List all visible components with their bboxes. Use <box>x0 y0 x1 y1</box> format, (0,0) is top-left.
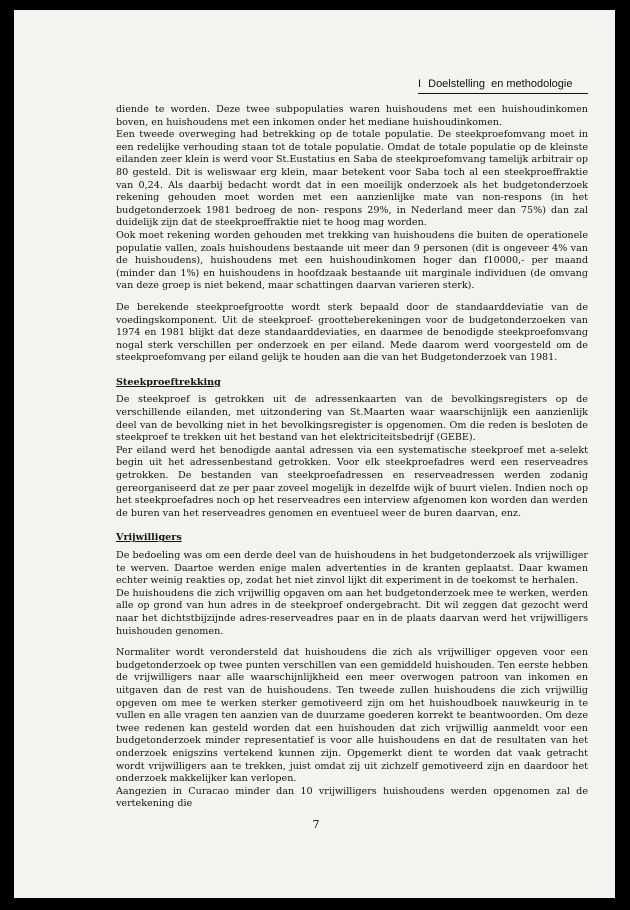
body-text <box>116 104 588 811</box>
paragraph: Een tweede overweging had betrekking op de totale populatie. De steekproefomvang moet in een redelijke verhouding staan tot de totale populatie. Omdat de totale populatie op de kleinste eilanden zeer klein is werd voor St.Eustatius en Saba de steekproefomvang tamelijk arbitrair op 80 gesteld. Dit is weliswaar erg klein, maar betekent voor Saba toch al een steekproeffraktie van 0,24. Als daarbij bedacht wordt dat in een moeilijk onderzoek als het budgetonderzoek rekening gehouden moet worden met een aanzienlijke mate van non-respons (in het budgetonderzoek 1981 bedroeg de non- respons 29%, in Nederland meer dan 75%) dan zal duidelijk zijn dat de steekproeffraktie niet te hoog mag worden. <box>116 129 588 229</box>
paragraph: diende te worden. Deze twee subpopulaties waren huishoudens met een huishoudinkomen boven, en huishoudens met een inkomen onder het mediane huishoudinkomen. <box>116 104 588 128</box>
paragraph: De huishoudens die zich vrijwillig opgaven om aan het budgetonderzoek mee te werken, werden alle op grond van hun adres in de steekproef ondergebracht. Dit wil zeggen dat gezocht werd naar het dichtstbijzijnde adres-reserveadres paar en in de plaats daarvan werd het vrijwilligers huishouden genomen. <box>116 587 588 637</box>
paragraph: Aangezien in Curacao minder dan 10 vrijwilligers huishoudens werden opgenomen zal de vertekening die <box>116 785 588 810</box>
running-header <box>418 78 588 94</box>
paragraph: Normaliter wordt verondersteld dat huishoudens die zich als vrijwilliger opgeven voor een budgetonderzoek op twee punten verschillen van een gemiddeld huishouden. Ten eerste hebben de vrijwilligers naar alle waarschijnlijkheid een meer overwogen patroon van inkomen en uitgaven dan de rest van de huishoudens. Ten tweede zullen huishoudens die zich vrijwillig opgeven om mee te werken sterker gemotiveerd zijn om het huishoudboek nauwkeurig in te vullen en alle vragen ten aanzien van de duurzame goederen korrekt te beantwoorden. Om deze twee redenen kan gesteld worden dat een huishouden dat zich vrijwillig aanmeldt voor een budgetonderzoek minder representatief is voor alle huishoudens en dat de resultaten van het onderzoek enigszins vertekend kunnen zijn. Opgemerkt dient te worden dat vaak getracht wordt vrijwilligers aan te trekken, juist omdat zij uit zichzelf gemotiveerd zijn en daardoor het onderzoek makkelijker kan verlopen. <box>116 647 588 785</box>
paragraph: Ook moet rekening worden gehouden met trekking van huishoudens die buiten de operationele populatie vallen, zoals huishoudens bestaande uit meer dan 9 personen (dit is ongeveer 4% van de huishoudens), huishoudens met een huishoudinkomen hoger dan f10000,- per maand (minder dan 1%) en huishoudens in hoofdzaak bestaande uit marginale individuen (de omvang van deze groep is niet bekend, maar schattingen daarvan varieren sterk). <box>116 229 588 292</box>
paragraph: De berekende steekproefgrootte wordt sterk bepaald door de standaarddeviatie van de voedingskomponent. Uit de steekproef- grootteberekeningen voor de budgetonderzoeken van 1974 en 1981 blijkt dat deze standaarddeviaties, en daarmee de benodigde steekproefomvang nogal sterk verschillen per onderzoek en per eiland. Mede daarom werd voorgesteld om de steekproefomvang per eiland gelijk te houden aan die van het Budgetonderzoek van 1981. <box>116 301 588 364</box>
section-heading-vrijwilligers: Vrijwilligers <box>116 532 182 544</box>
section-number: I <box>418 78 422 90</box>
chapter-title: Doelstelling en methodologie <box>428 78 573 90</box>
paragraph: De steekproef is getrokken uit de adressenkaarten van de bevolkingsregisters op de verschillende eilanden, met uitzondering van St.Maarten waar waarschijnlijk een aanzienlijk deel van de bevolking niet in het bevolkingsregister is opgenomen. Om die reden is besloten de steekproef te trekken uit het bestand van het elektriciteitsbedrijf (GEBE). <box>116 394 588 444</box>
document-page <box>14 10 615 898</box>
section-heading-steekproeftrekking: Steekproeftrekking <box>116 376 221 388</box>
paragraph: De bedoeling was om een derde deel van de huishoudens in het budgetonderzoek als vrijwilliger te werven. Daartoe werden enige malen advertenties in de kranten geplaatst. Daar kwamen echter weinig reakties op, zodat het niet zinvol lijkt dit experiment in de toekomst te herhalen. <box>116 550 588 587</box>
paragraph: Per eiland werd het benodigde aantal adressen via een systematische steekproef met a-selekt begin uit het adressenbestand getrokken. Voor elk steekproefadres werd een reserveadres getrokken. De bestanden van steekproefadressen en reserveadressen werden zodanig gereorganiseerd dat ze per paar zoveel mogelijk in dezelfde wijk of buurt vielen. Indien noch op het steekproefadres noch op het reserveadres een interview afgenomen kon worden dan werden de buren van het reserveadres genomen en eventueel weer de buren daarvan, enz. <box>116 444 588 519</box>
page-number: 7 <box>312 818 320 831</box>
